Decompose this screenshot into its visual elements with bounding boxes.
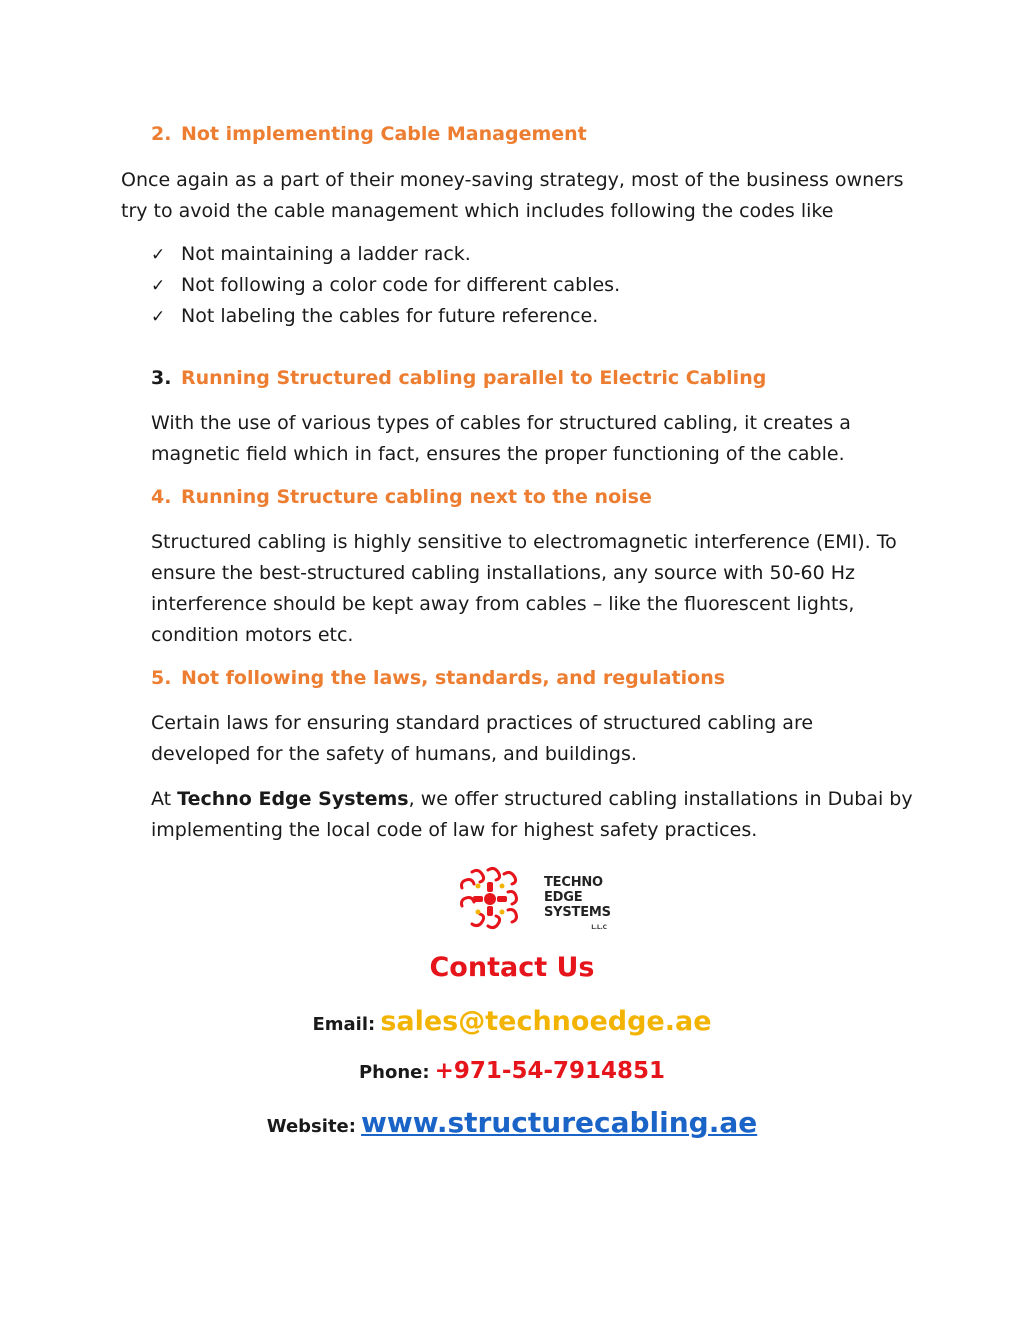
company-logo [458, 866, 611, 932]
section4-line3: interference should be kept away from cables – like the fluorescent lights, [151, 593, 855, 615]
section4-line4: condition motors etc. [151, 624, 354, 646]
section4-line2: ensure the best-structured cabling installations, any source with 50-60 Hz [151, 562, 855, 584]
phone-number: +971-54-7914851 [434, 1058, 666, 1084]
company-name: Techno Edge Systems [177, 788, 409, 810]
section4-line1: Structured cabling is highly sensitive to electromagnetic interference (EMI). To [151, 531, 897, 553]
section2-number: 2. [151, 123, 172, 145]
section3-title: Running Structured cabling parallel to Electric Cabling [181, 367, 767, 389]
phone-label: Phone: [358, 1062, 430, 1083]
section2-paragraph-line1: Once again as a part of their money-saving strategy, most of the business owners [121, 169, 904, 191]
checklist-item [151, 274, 620, 296]
checklist-item [151, 305, 598, 327]
contact-title: Contact Us [429, 952, 595, 983]
checklist-item-text: Not following a color code for different cables. [181, 274, 621, 296]
section5-number: 5. [151, 667, 172, 689]
closing-paragraph-line1 [151, 784, 913, 815]
phone-row [0, 1058, 1024, 1084]
checkmark-icon: ✓ [151, 307, 166, 327]
checklist-item-text: Not maintaining a ladder rack. [181, 243, 471, 265]
email-label: Email: [312, 1014, 376, 1035]
section4-heading [151, 486, 652, 508]
closing-prefix: At [151, 788, 178, 810]
section2-title: Not implementing Cable Management [181, 123, 587, 145]
email-row [0, 1006, 1024, 1037]
section5-line2: developed for the safety of humans, and buildings. [151, 743, 637, 765]
email-link[interactable]: sales@technoedge.ae [380, 1006, 712, 1037]
section2-paragraph-line2: try to avoid the cable management which includes following the codes like [121, 200, 834, 222]
section3-line2: magnetic field which in fact, ensures the proper functioning of the cable. [151, 443, 845, 465]
section3-heading [151, 367, 766, 389]
closing-rest: , we offer structured cabling installations in Dubai by [408, 788, 913, 810]
website-link[interactable]: www.structurecabling.ae [361, 1106, 758, 1139]
logo-emblem-icon [458, 866, 522, 932]
section3-line1: With the use of various types of cables for structured cabling, it creates a [151, 412, 851, 434]
logo-line3: SYSTEMS [544, 905, 611, 920]
logo-wordmark [544, 875, 611, 935]
checklist-item [151, 243, 471, 265]
section3-number: 3. [151, 367, 172, 389]
section5-line1: Certain laws for ensuring standard practices of structured cabling are [151, 712, 814, 734]
section4-number: 4. [151, 486, 172, 508]
logo-line1: TECHNO [544, 875, 603, 890]
section5-title: Not following the laws, standards, and regulations [181, 667, 726, 689]
checklist-item-text: Not labeling the cables for future reference. [181, 305, 599, 327]
closing-paragraph-line2: implementing the local code of law for highest safety practices. [151, 819, 758, 841]
checkmark-icon: ✓ [151, 245, 166, 265]
checkmark-icon: ✓ [151, 276, 166, 296]
logo-llc: L.L.C [591, 924, 607, 931]
website-label: Website: [266, 1116, 356, 1137]
section2-heading [151, 123, 587, 145]
logo-line2: EDGE [544, 890, 583, 905]
section5-heading [151, 667, 725, 689]
section4-title: Running Structure cabling next to the noise [181, 486, 652, 508]
website-row [0, 1106, 1024, 1139]
